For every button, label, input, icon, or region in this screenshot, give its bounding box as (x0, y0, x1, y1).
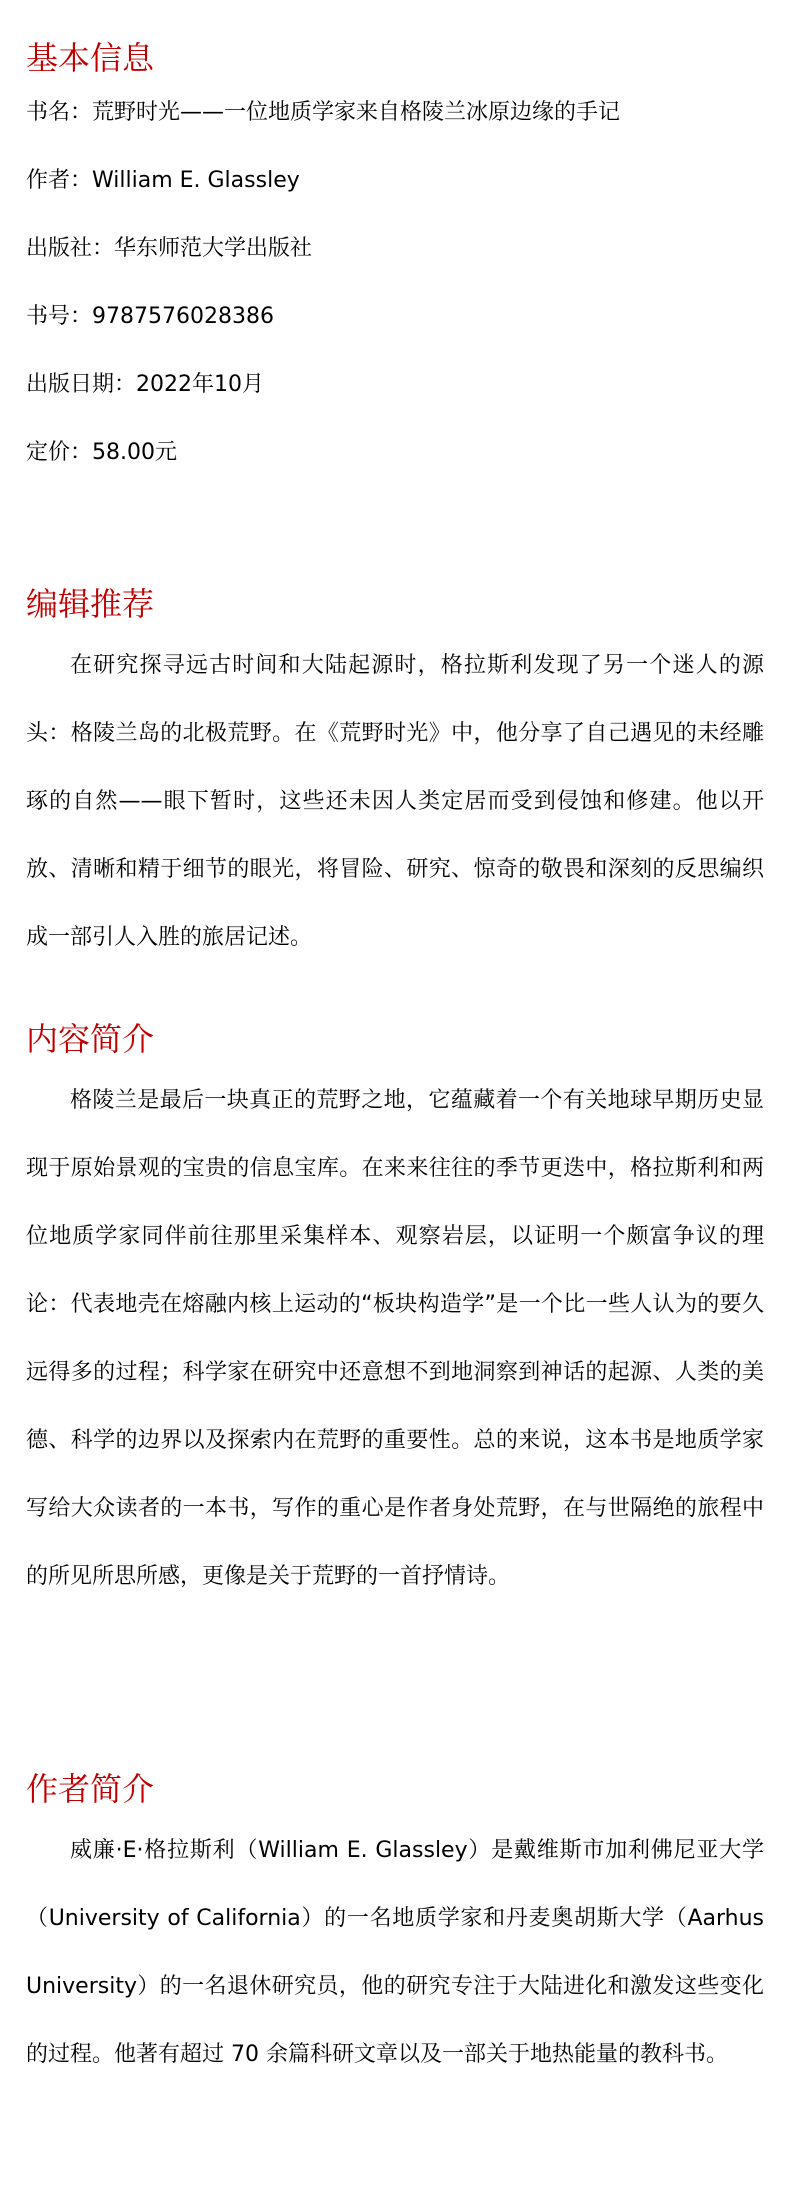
info-price: 定价：58.00元 (26, 440, 177, 465)
info-publish-date: 出版日期：2022年10月 (26, 372, 264, 397)
basic-info-list (26, 96, 764, 470)
info-book-title: 书名：荒野时光——一位地质学家来自格陵兰冰原边缘的手记 (26, 100, 621, 125)
section-title-basic-info: 基本信息 (26, 39, 155, 77)
info-publisher: 出版社：华东师范大学出版社 (26, 236, 313, 261)
section-title-author-intro: 作者简介 (26, 1770, 155, 1808)
author-intro-text: 威廉·E·格拉斯利（William E. Glassley）是戴维斯市加利佛尼亚大学（University of California）的一名地质学家和丹麦奥胡斯大学（Aarhus University）的一名退休研究员，他的研究专注于大陆进化和激发这些变化的过程。他著有超过 70 余篇科研文章以及一部关于地热能量的教科书。 (26, 1838, 764, 2067)
info-isbn: 书号：9787576028386 (26, 304, 274, 329)
section-title-content-summary: 内容简介 (26, 1020, 155, 1058)
content-summary-section (26, 1015, 764, 1611)
author-intro-section (26, 1765, 764, 2089)
basic-info-section (26, 34, 764, 470)
editor-recommendation-text: 在研究探寻远古时间和大陆起源时，格拉斯利发现了另一个迷人的源头：格陵兰岛的北极荒野。在《荒野时光》中，他分享了自己遇见的未经雕琢的自然——眼下暂时，这些还未因人类定居而受到侵蚀和修建。他以开放、清晰和精于细节的眼光，将冒险、研究、惊奇的敬畏和深刻的反思编织成一部引人入胜的旅居记述。 (26, 653, 764, 950)
section-title-editor-recommendation: 编辑推荐 (26, 585, 155, 623)
editor-recommendation-section (26, 580, 764, 972)
content-summary-text: 格陵兰是最后一块真正的荒野之地，它蕴藏着一个有关地球早期历史显现于原始景观的宝贵的信息宝库。在来来往往的季节更迭中，格拉斯利和两位地质学家同伴前往那里采集样本、观察岩层，以证明一个颇富争议的理论：代表地壳在熔融内核上运动的“板块构造学”是一个比一些人认为的要久远得多的过程；科学家在研究中还意想不到地洞察到神话的起源、人类的美德、科学的边界以及探索内在荒野的重要性。总的来说，这本书是地质学家写给大众读者的一本书，写作的重心是作者身处荒野，在与世隔绝的旅程中的所见所思所感，更像是关于荒野的一首抒情诗。 (26, 1088, 764, 1589)
info-author: 作者：William E. Glassley (26, 168, 300, 193)
